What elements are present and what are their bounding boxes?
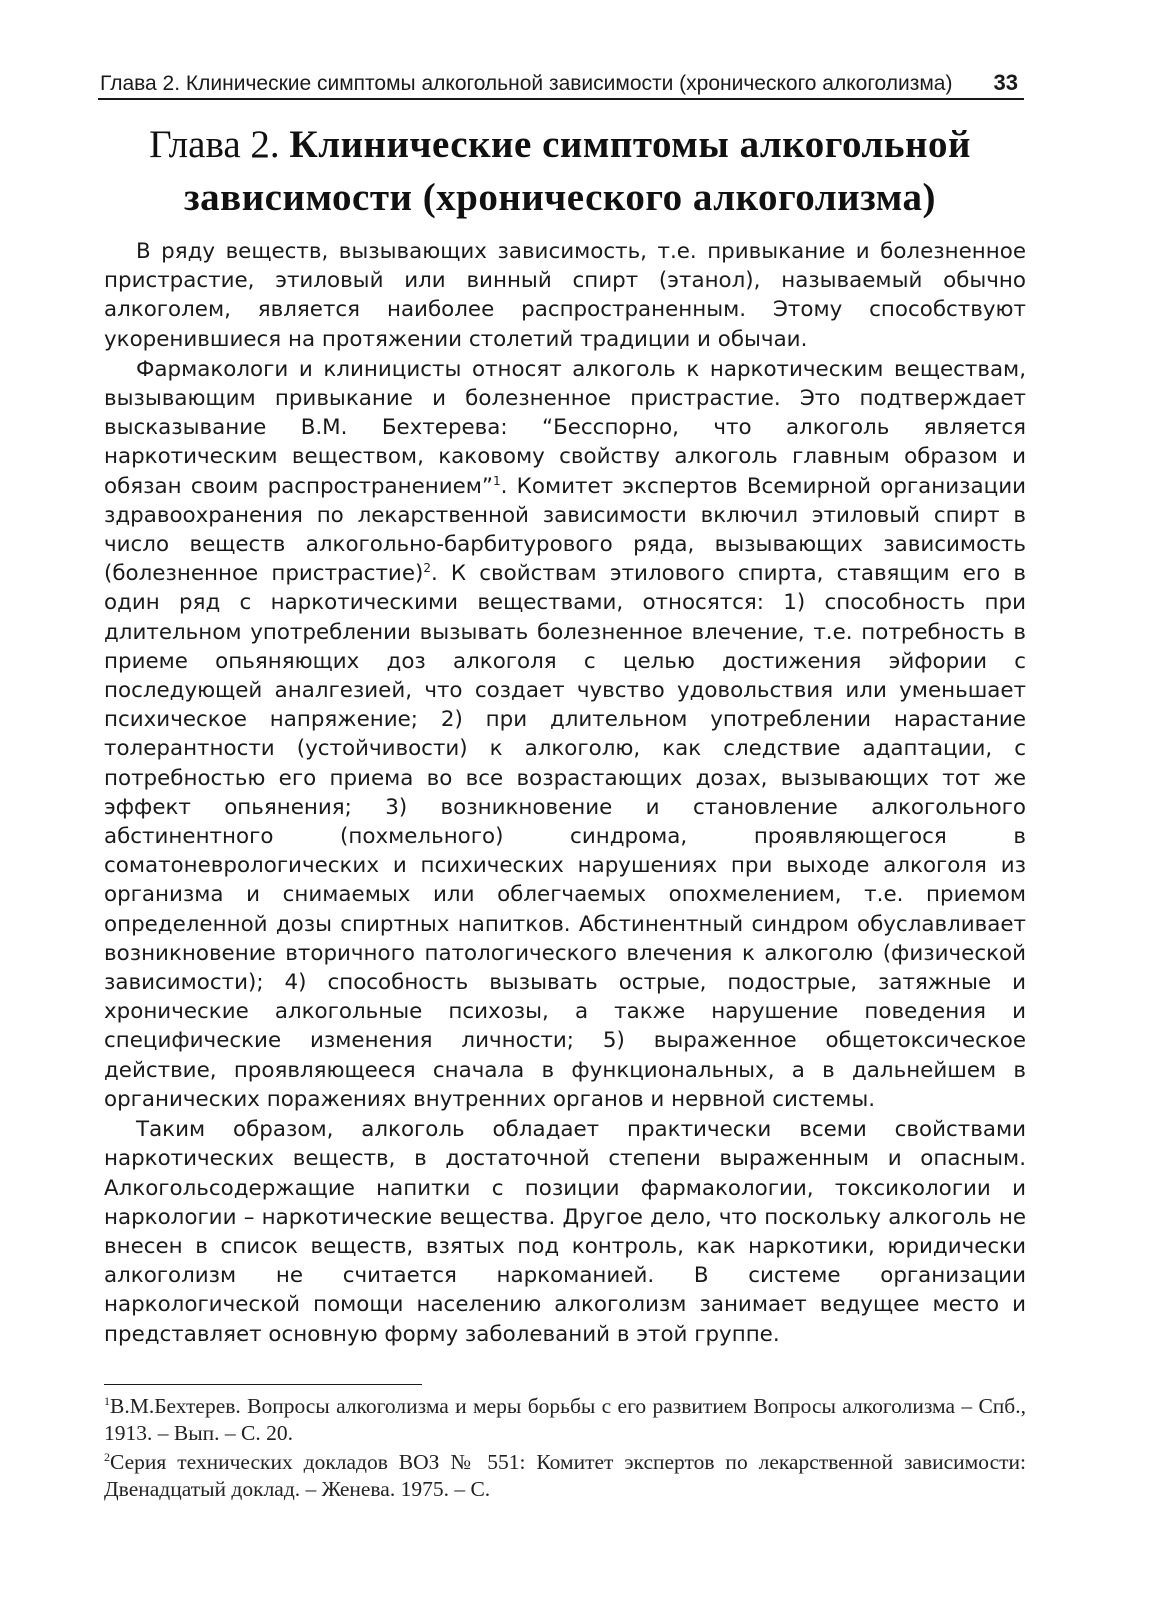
chapter-title-line-1-rest: Клинические симптомы алкогольной	[289, 123, 971, 166]
paragraph-1: В ряду веществ, вызывающих зависимость, т.е. привыкание и болезненное пристрастие, этиловый или винный спирт (этанол), называемый обычно алкоголем, является наиболее распространенным. Этому способствуют укоренившиеся на протяжении столетий традиции и обычаи.	[104, 239, 1026, 352]
paragraph-2-part-b: . Комитет экспертов Всемирной организации здравоохранения по лекарственной зависимости включил этиловый спирт в число веществ алкогольно-барбитурового ряда, вызывающих зависимость (болезненное пристрастие)	[104, 473, 1027, 587]
page-number: 33	[993, 70, 1018, 95]
footnote-rule	[104, 1384, 422, 1385]
paragraph-2	[104, 355, 1026, 1114]
paragraph-2-part-c: . К свойствам этилового спирта, ставящим его в один ряд с наркотическими веществами, относятся: 1) способность при длительном употреблении вызывать болезненное влечение, т.е. потребность в приеме опьяняющих доз алкоголя с целью достижения эйфории с последующей аналгезией, что создает чувство удовольствия или уменьшает психическое напряжение; 2) при длительном употреблении нарастание толерантности (устойчивости) к алкоголю, как следствие адаптации, с потребностью его приема во все возрастающих дозах, вызывающих тот же эффект опьянения; 3) возникновение и становление алкогольного абстинентного (похмельного) синдрома, проявляющегося в соматоневрологических и психических нарушениях при выходе алкоголя из организма и снимаемых или облегчаемых опохмелением, т.е. приемом определенной дозы спиртных напитков. Абстинентный синдром обуславливает возникновение вторичного патологического влечения к алкоголю (физической зависимости); 4) способность вызывать острые, подострые, затяжные и хронические алкогольные психозы, а также нарушение поведения и специфические изменения личности; 5) выраженное общетоксическое действие, проявляющееся сначала в функциональных, а в дальнейшем в органических поражениях внутренних органов и нервной системы.	[104, 561, 1026, 1112]
footnote-2	[104, 1449, 1026, 1503]
footnote-ref-1[interactable]: 1	[493, 473, 501, 488]
chapter-title-line-2: зависимости (хронического алкоголизма)	[183, 176, 937, 219]
footnote-1	[104, 1393, 1026, 1447]
header-rule	[98, 98, 1024, 100]
footnote-1-mark: 1	[104, 1393, 110, 1408]
chapter-title-prefix: Глава 2.	[149, 123, 280, 166]
body-text	[104, 237, 1026, 1349]
footnote-2-mark: 2	[104, 1449, 110, 1464]
paragraph-2-part-a: Фармакологи и клиницисты относят алкоголь к наркотическим веществам, вызывающим привыкание и болезненное пристрастие. Это подтверждает высказывание В.М. Бехтерева: “Бесспорно, что алкоголь является наркотическим веществом, каковому свойству алкоголь главным образом и обязан своим распространением”	[104, 356, 1026, 499]
paragraph-3: Таким образом, алкоголь обладает практически всеми свойствами наркотических веществ, в достаточной степени выраженным и опасным. Алкогольсодержащие напитки с позиции фармакологии, токсикологии и наркологии – наркотические вещества. Другое дело, что поскольку алкоголь не внесен в список веществ, взятых под контроль, как наркотики, юридически алкоголизм не считается наркоманией. В системе организации наркологической помощи населению алкоголизм занимает ведущее место и представляет основную форму заболеваний в этой группе.	[104, 1117, 1026, 1347]
footnotes	[104, 1393, 1026, 1505]
running-head-title: Глава 2. Клинические симптомы алкогольной зависимости (хронического алкоголизма)	[100, 72, 953, 95]
footnote-1-text: В.М.Бехтерев. Вопросы алкоголизма и меры борьбы с его развитием Вопросы алкоголизма – Спб., 1913. – Вып. – С. 20.	[104, 1394, 1026, 1445]
running-head	[100, 56, 1022, 94]
footnote-2-text: Серия технических докладов ВОЗ № 551: Комитет экспертов по лекарственной зависимости: Двенадцатый доклад. – Женева. 1975. – С.	[104, 1450, 1026, 1501]
chapter-title-line-1	[110, 118, 1010, 171]
footnote-ref-2[interactable]: 2	[423, 561, 431, 576]
chapter-title	[110, 118, 1010, 224]
